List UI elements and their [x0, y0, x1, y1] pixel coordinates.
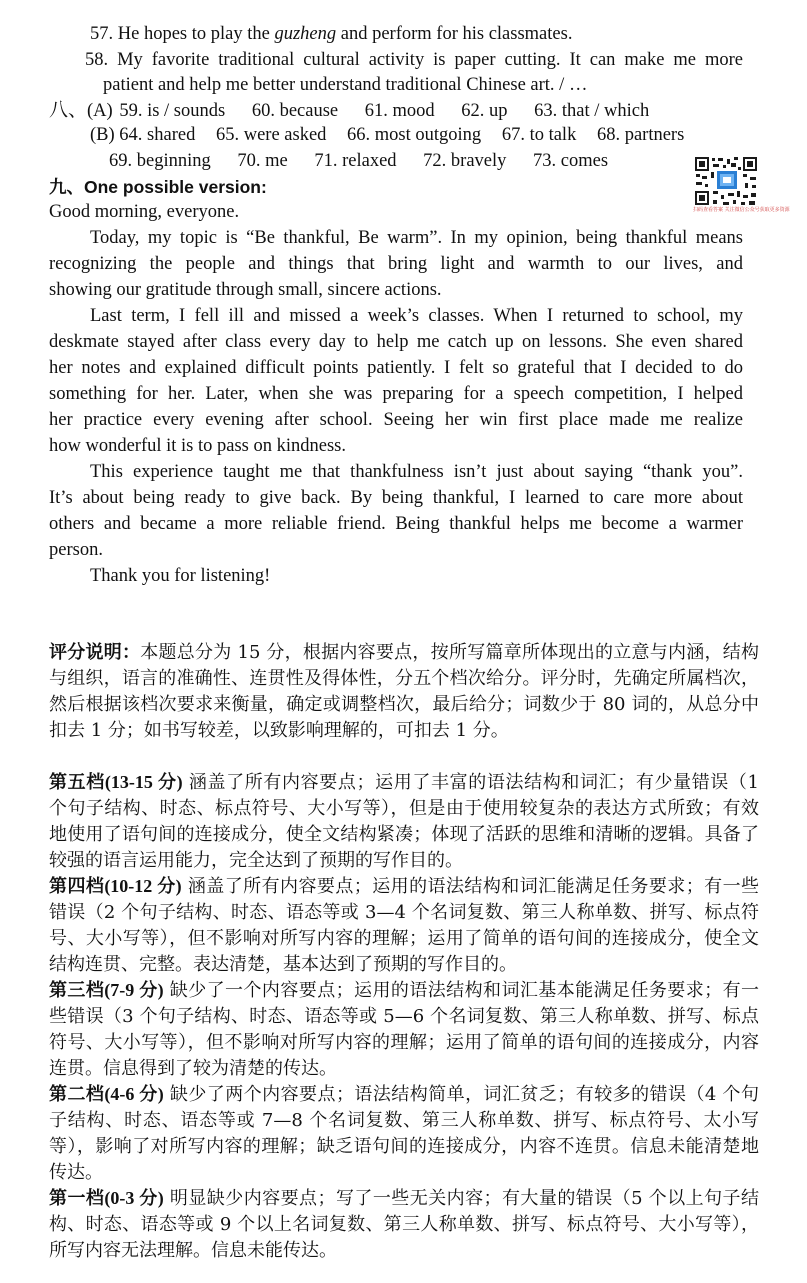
scoring-level-2	[49, 1081, 759, 1185]
answer-69: 69. beginning	[109, 151, 211, 171]
answer-57-italic: guzheng	[274, 24, 337, 44]
level-4-text: 涵盖了所有内容要点；运用的语法结构和词汇能满足任务要求；有一些错误（2 个句子结构、时态、语态等或 3—4 个名词复数、第三人称单数、拼写、标点符号、大小写等），但不影响对所写内容的理解；运用了简单的语句间的连接成分，使全文结构连贯、完整。表达清楚，基本达到了预期的写作目的。	[49, 876, 760, 975]
section-9-heading: 九、One possible version:	[49, 177, 267, 197]
essay-p2-line: Last term, I fell ill and missed a week’s classes. When I returned to school, my	[90, 306, 743, 326]
level-3-text: 缺少了一个内容要点；运用的语法结构和词汇基本能满足任务要求；有一些错误（3 个句子结构、时态、语态等或 5—6 个名词复数、第三人称单数、拼写、标点符号、大小写等），但不影响对所写内容的理解；运用了简单的语句间的连接成分，内容连贯。信息得到了较为清楚的传达。	[49, 980, 760, 1079]
answer-62: 62. up	[461, 101, 508, 121]
level-2-label: 第二档(4-6 分)	[49, 1084, 164, 1104]
answer-57	[90, 21, 572, 47]
answer-68: 68. partners	[596, 125, 685, 145]
scoring-level-5	[49, 769, 759, 873]
scoring-intro	[49, 639, 759, 767]
essay-p3-line: It’s about being ready to give back. By being thankful, I learned to care more about	[49, 488, 743, 508]
scoring-level-1	[49, 1185, 759, 1265]
answer-61: 61. mood	[364, 101, 435, 121]
level-1-text: 明显缺少内容要点；写了一些无关内容；有大量的错误（5 个以上句子结构、时态、语态等或 9 个以上名词复数、第三人称单数、拼写、标点符号、大小写等），所写内容无法理解。信息未能传达。	[49, 1188, 759, 1261]
answer-60: 60. because	[251, 101, 339, 121]
section-8-part-b	[90, 122, 684, 148]
answer-70: 70. me	[237, 151, 288, 171]
level-5-label: 第五档(13-15 分)	[49, 772, 183, 792]
essay-greeting: Good morning, everyone.	[49, 202, 240, 222]
scoring-intro-label: 评分说明：	[49, 642, 141, 662]
level-3-label: 第三档(7-9 分)	[49, 980, 164, 1000]
essay-p3-line: This experience taught me that thankfulness isn’t just about saying “thank you”.	[90, 462, 743, 482]
essay-p2-line: her practice every evening after school. Seeing her win first place made me realize	[49, 410, 743, 430]
level-5-text: 涵盖了所有内容要点；运用了丰富的语法结构和词汇；有少量错误（1 个句子结构、时态、标点符号、大小写等），但是由于使用较复杂的表达方式所致；有效地使用了语句间的连接成分，使全文结构紧凑；体现了活跃的思维和清晰的逻辑。具备了较强的语言运用能力，完全达到了预期的写作目的。	[49, 772, 760, 871]
section-8-heading: 八、	[49, 99, 88, 121]
essay-p1-line: recognizing the people and things that bring light and warmth to our lives, and	[49, 254, 743, 274]
answer-73: 73. comes	[533, 151, 609, 171]
qr-code-icon	[693, 155, 759, 207]
essay-p2-line: something for her. Later, when she was preparing for a speech competition, I helped	[49, 384, 743, 404]
scoring-level-4	[49, 873, 759, 977]
level-4-label: 第四档(10-12 分)	[49, 876, 182, 896]
answer-65: 65. were asked	[215, 125, 327, 145]
essay-p2-line: deskmate stayed after class every day to help me catch up on lessons. She even shared	[49, 332, 743, 352]
essay-p2-line: her notes and explained difficult points patiently. I felt so grateful that I decided to do	[49, 358, 743, 378]
qr-caption: 扫码查看答案 关注微信公众号获取更多资源	[693, 207, 790, 213]
essay-p2-last: how wonderful it is to pass on kindness.	[49, 436, 347, 456]
section-8-part-b-2	[109, 148, 608, 174]
answer-71: 71. relaxed	[314, 151, 397, 171]
answer-63: 63. that / which	[534, 101, 650, 121]
answer-72: 72. bravely	[423, 151, 507, 171]
part-b-label: (B)	[90, 125, 115, 145]
part-a-label: (A)	[87, 101, 113, 121]
essay-p1-last: showing our gratitude through small, sincere actions.	[49, 280, 442, 300]
essay-p1-line: Today, my topic is “Be thankful, Be warm”. In my opinion, being thankful means	[90, 228, 743, 248]
answer-58-line1: 58. My favorite traditional cultural activity is paper cutting. It can make me more	[85, 50, 743, 70]
answer-66: 66. most outgoing	[347, 125, 482, 145]
essay-closing: Thank you for listening!	[90, 566, 271, 586]
answer-64: 64. shared	[119, 125, 196, 145]
answer-58-line2: patient and help me better understand traditional Chinese art. / …	[103, 75, 588, 95]
answer-57-tail: and perform for his classmates.	[336, 24, 573, 44]
answer-59: 59. is / sounds	[119, 101, 226, 121]
answer-67: 67. to talk	[501, 125, 577, 145]
level-2-text: 缺少了两个内容要点；语法结构简单，词汇贫乏；有较多的错误（4 个句子结构、时态、语态等或 7—8 个名词复数、第三人称单数、拼写、标点符号、太小写等），影响了对所写内容的理解；缺乏语句间的连接成分，内容不连贯。信息未能清楚地传达。	[49, 1084, 759, 1183]
essay-p3-line: others and became a more reliable friend. Being thankful helps me become a warmer	[49, 514, 743, 534]
level-1-label: 第一档(0-3 分)	[49, 1188, 164, 1208]
answer-57-text: 57. He hopes to play the	[90, 24, 275, 44]
scoring-level-3	[49, 977, 759, 1081]
section-8-part-a	[49, 97, 649, 124]
scoring-intro-text: 本题总分为 15 分，根据内容要点，按所写篇章所体现出的立意与内涵，结构与组织，语言的准确性、连贯性及得体性，分五个档次给分。评分时，先确定所属档次，然后根据该档次要求来衡量，确定或调整档次，最后给分；词数少于 80 词的，从总分中扣去 1 分；如书写较差，以致影响理解的，可扣去 1 分。	[49, 642, 759, 741]
essay-p3-last: person.	[49, 540, 103, 560]
